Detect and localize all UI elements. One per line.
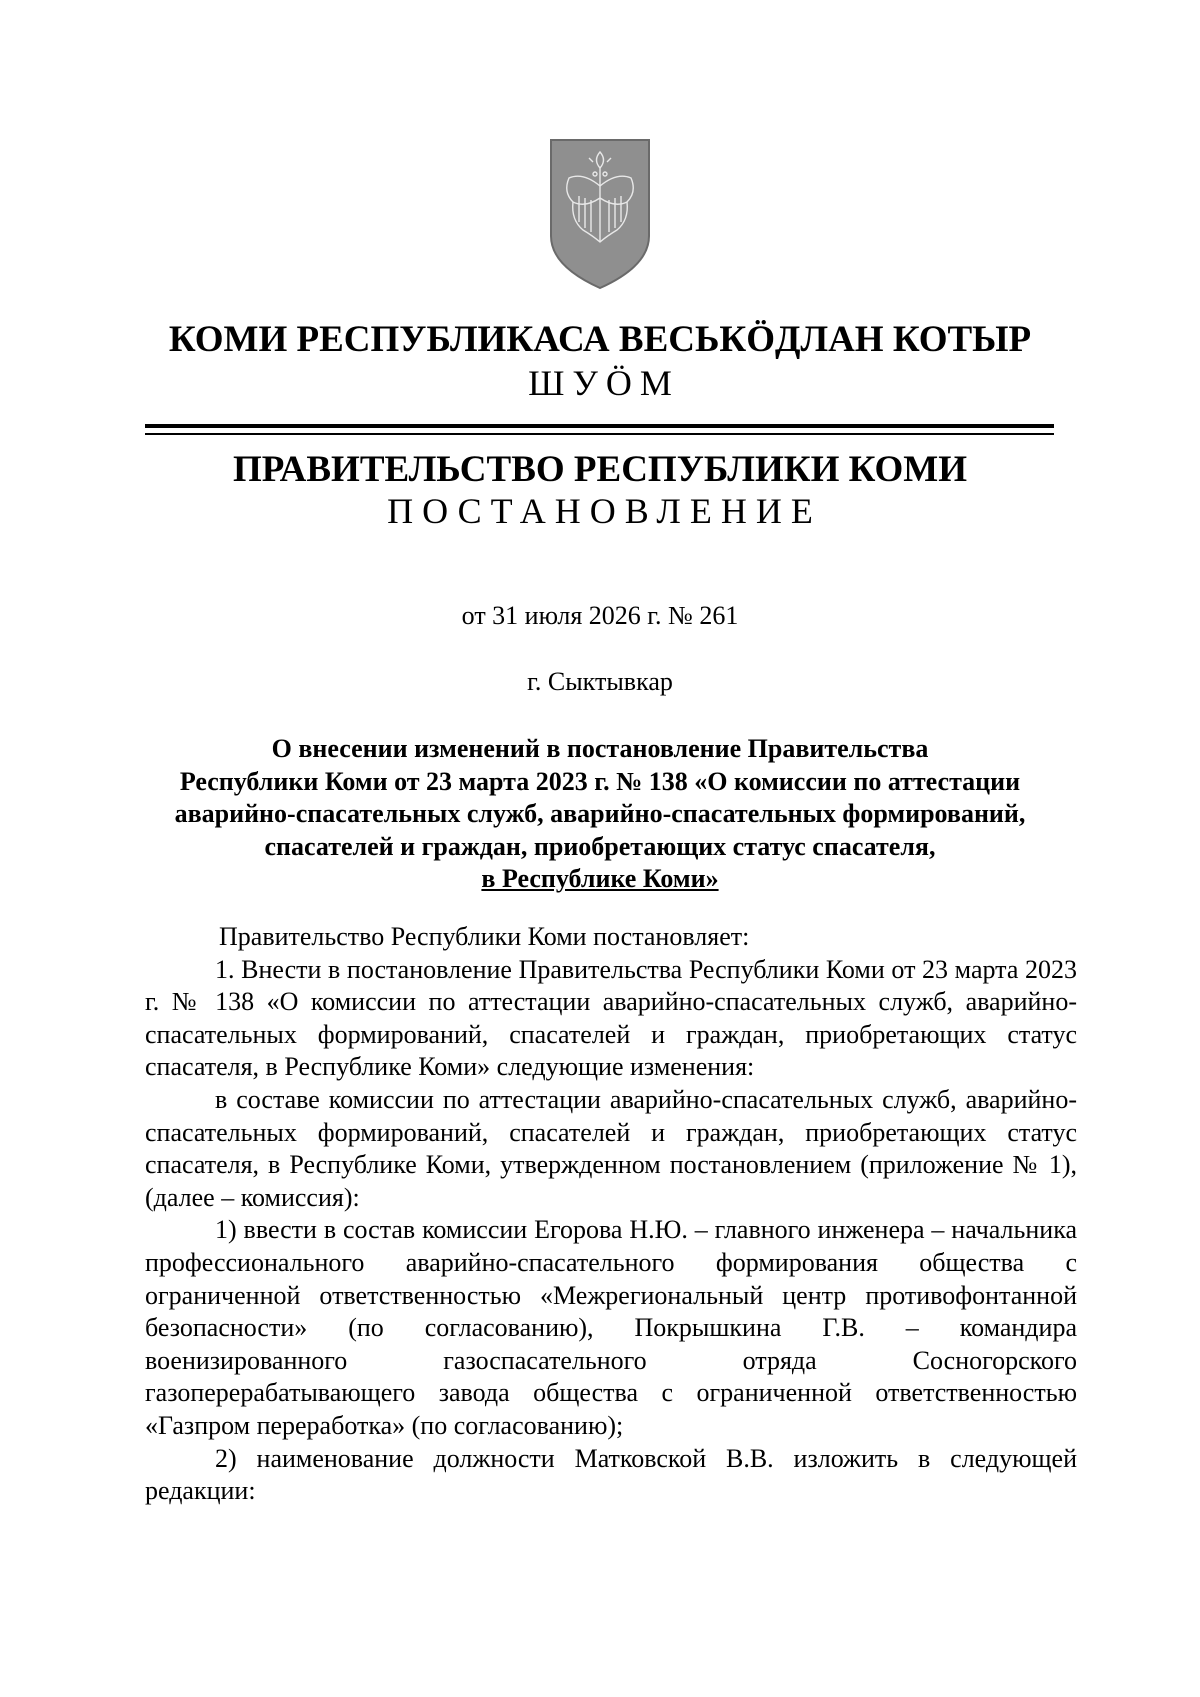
heading-line-1: О внесении изменений в постановление Правительства <box>271 734 929 763</box>
body-paragraph-2: в составе комиссии по аттестации аварийно-спасательных служб, аварийно-спасательных формирований, спасателей и граждан, приобретающих статус спасателя, в Республике Коми, утвержденном постановлением (приложение № 1), (далее – комиссия): <box>145 1084 1077 1212</box>
komi-government-title: КОМИ РЕСПУБЛИКАСА ВЕСЬКӦДЛАН КОТЫР <box>168 319 1032 360</box>
heading-line-3: аварийно-спасательных служб, аварийно-спасательных формирований, <box>174 799 1026 828</box>
heading-line-5: в Республике Коми» <box>481 864 719 893</box>
body-paragraph-3: 1) ввести в состав комиссии Егорова Н.Ю. – главного инженера – начальника профессионального аварийно-спасательного формирования общества с ограниченной ответственностью «Межрегиональный центр противофонтанной безопасности» (по согласованию), Покрышкина Г.В. – командира военизированного газоспасательного отряда Сосногорского газоперерабатывающего завода общества с ограниченной ответственностью «Газпром переработка» (по согласованию); <box>145 1215 1077 1440</box>
header-divider-thick <box>145 424 1054 428</box>
body-paragraph-4: 2) наименование должности Матковской В.В. изложить в следующей редакции: <box>145 1443 1077 1506</box>
header-divider-thin <box>145 433 1054 435</box>
document-date-number: от 31 июля 2026 г. № 261 <box>461 601 739 630</box>
body-paragraph-1: 1. Внести в постановление Правительства Республики Коми от 23 марта 2023 г. № 138 «О комиссии по аттестации аварийно-спасательных служб, аварийно-спасательных формирований, спасателей и граждан, приобретающих статус спасателя, в Республике Коми» следующие изменения: <box>145 954 1077 1082</box>
document-heading <box>130 733 1070 896</box>
heading-line-4: спасателей и граждан, приобретающих статус спасателя, <box>264 831 936 861</box>
document-body <box>145 921 1077 1508</box>
komi-resolution-label: ШУӦМ <box>528 363 680 403</box>
government-title: ПРАВИТЕЛЬСТВО РЕСПУБЛИКИ КОМИ <box>233 449 967 490</box>
document-city: г. Сыктывкар <box>527 667 673 696</box>
heading-line-2: Республики Коми от 23 марта 2023 г. № 138 «О комиссии по аттестации <box>179 766 1021 796</box>
resolution-label: ПОСТАНОВЛЕНИЕ <box>387 491 822 531</box>
body-paragraph-intro: Правительство Республики Коми постановляет: <box>219 922 750 951</box>
komi-coat-of-arms-icon <box>549 138 651 290</box>
